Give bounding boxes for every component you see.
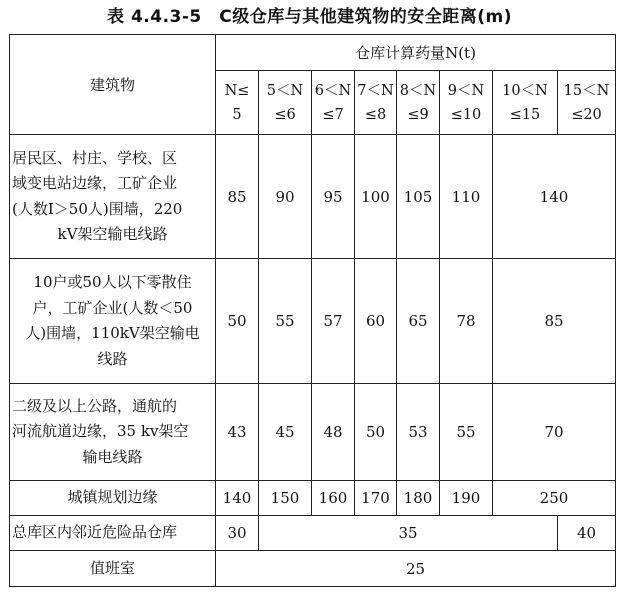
- table-cell: 140: [493, 135, 616, 259]
- table-cell: 140: [216, 481, 259, 516]
- table-cell: 180: [397, 481, 440, 516]
- table-cell: 30: [216, 516, 259, 551]
- table-cell: 95: [312, 135, 355, 259]
- table-row: [10, 481, 616, 516]
- table-cell: 60: [355, 259, 397, 384]
- header-col-2: 5＜N ≤6: [259, 71, 312, 135]
- table-cell: 55: [440, 384, 493, 481]
- header-col-5: 8＜N ≤9: [397, 71, 440, 135]
- table-row: [10, 384, 616, 481]
- row-label: 城镇规划边缘: [10, 481, 216, 516]
- table-cell: 50: [216, 259, 259, 384]
- table-cell: 45: [259, 384, 312, 481]
- header-charge-group: 仓库计算药量N(t): [216, 35, 616, 71]
- table-cell: 90: [259, 135, 312, 259]
- table-cell: 48: [312, 384, 355, 481]
- header-building: 建筑物: [10, 35, 216, 135]
- table-cell: 40: [558, 516, 616, 551]
- table-cell: 78: [440, 259, 493, 384]
- row-label: 值班室: [10, 551, 216, 587]
- header-col-1: N≤ 5: [216, 71, 259, 135]
- safety-distance-table: [9, 34, 616, 587]
- table-cell: 150: [259, 481, 312, 516]
- table-cell: 250: [493, 481, 616, 516]
- row-label: 居民区、村庄、学校、区 域变电站边缘，工矿企业 (人数Ⅰ＞50人)围墙，220 kV架空输电线路: [10, 135, 216, 259]
- table-cell: 190: [440, 481, 493, 516]
- header-col-4: 7＜N ≤8: [355, 71, 397, 135]
- row-label: 总库区内邻近危险品仓库: [10, 516, 216, 551]
- table-title: 表 4.4.3-5 C级仓库与其他建筑物的安全距离(m): [107, 7, 512, 27]
- table-cell: 57: [312, 259, 355, 384]
- table-cell: 50: [355, 384, 397, 481]
- table-cell: 85: [493, 259, 616, 384]
- table-cell: 53: [397, 384, 440, 481]
- table-cell: 105: [397, 135, 440, 259]
- row-label: 10户或50人以下零散住 户，工矿企业(人数＜50 人)围墙，110kV架空输电 线路: [10, 259, 216, 384]
- table-row: [10, 135, 616, 259]
- header-col-8: 15＜N ≤20: [558, 71, 616, 135]
- table-row: [10, 259, 616, 384]
- table-cell: 70: [493, 384, 616, 481]
- table-cell: 35: [259, 516, 558, 551]
- table-cell: 55: [259, 259, 312, 384]
- table-cell: 43: [216, 384, 259, 481]
- table-row: [10, 516, 616, 551]
- header-row-1: [10, 35, 616, 71]
- table-cell: 85: [216, 135, 259, 259]
- table-cell: 25: [216, 551, 616, 587]
- header-col-6: 9＜N ≤10: [440, 71, 493, 135]
- header-col-3: 6＜N ≤7: [312, 71, 355, 135]
- table-cell: 170: [355, 481, 397, 516]
- table-cell: 160: [312, 481, 355, 516]
- row-label: 二级及以上公路，通航的 河流航道边缘，35 kv架空 输电线路: [10, 384, 216, 481]
- table-cell: 100: [355, 135, 397, 259]
- table-cell: 65: [397, 259, 440, 384]
- table-row: [10, 551, 616, 587]
- table-cell: 110: [440, 135, 493, 259]
- header-col-7: 10＜N ≤15: [493, 71, 558, 135]
